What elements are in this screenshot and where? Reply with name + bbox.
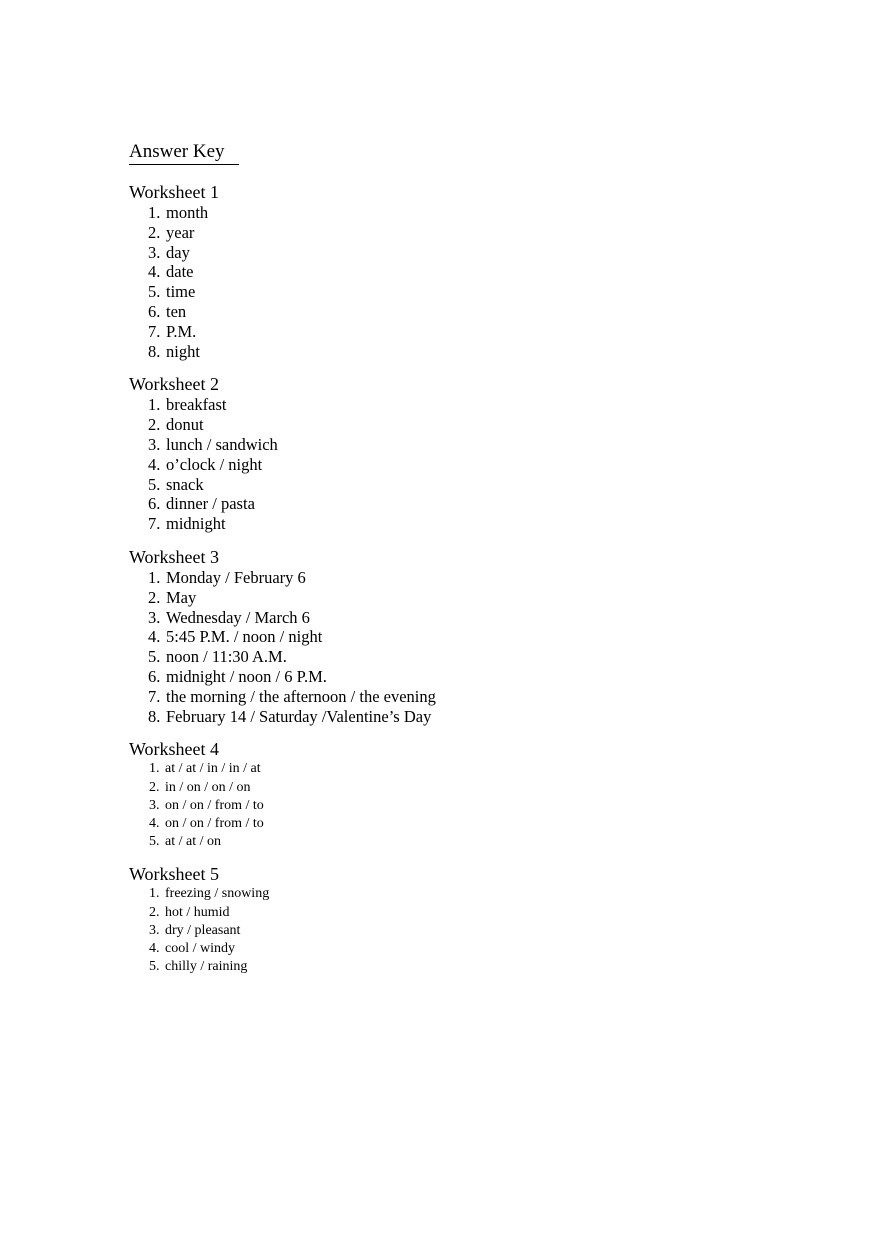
answer-number: 4. [148,627,161,647]
answer-number: 3. [149,922,160,938]
answer-text: February 14 / Saturday /Valentine’s Day [166,706,432,726]
answer-item [149,958,829,976]
answer-text: midnight / noon / 6 P.M. [166,666,327,686]
answer-text: chilly / raining [165,959,248,975]
answer-number: 3. [148,607,161,627]
answer-text: noon / 11:30 A.M. [166,647,287,667]
answer-item [148,454,829,475]
answer-item [149,779,829,797]
answer-text: snack [166,474,204,494]
answer-item [148,666,829,687]
answer-text: Wednesday / March 6 [166,607,310,627]
answer-item [148,203,829,223]
worksheet-section [129,373,829,534]
answer-item [148,607,829,628]
answer-number: 2. [148,587,161,607]
answer-number: 5. [148,474,161,494]
answer-number: 4. [148,454,161,474]
answer-item [148,494,829,514]
answer-text: o’clock / night [166,454,263,474]
worksheet-sections [129,181,829,976]
answer-item [148,627,829,647]
answer-item [149,922,829,940]
answer-text: donut [166,415,204,435]
answer-item [148,222,829,243]
answer-key-page [129,140,829,988]
answer-list [129,203,829,361]
answer-item [149,760,829,778]
answer-item [149,940,829,958]
answer-number: 5. [149,959,160,975]
answer-item [149,885,829,903]
answer-item [149,904,829,922]
answer-item [148,647,829,667]
answer-text: on / on / from / to [165,815,264,831]
answer-item [149,833,829,851]
answer-number: 1. [149,886,160,902]
answer-number: 5. [148,282,161,302]
answer-text: at / at / in / in / at [165,761,261,777]
worksheet-heading: Worksheet 4 [129,739,220,760]
answer-item [148,514,829,534]
answer-number: 1. [148,395,161,415]
answer-number: 1. [149,761,160,777]
worksheet-heading: Worksheet 3 [129,546,220,567]
answer-text: freezing / snowing [165,886,270,902]
answer-number: 5. [149,834,160,850]
answer-item [148,474,829,495]
worksheet-section [129,863,829,976]
answer-text: lunch / sandwich [166,434,278,454]
answer-item [148,567,829,588]
answer-number: 8. [148,706,161,726]
answer-number: 6. [148,301,161,321]
worksheet-section [129,738,829,851]
answer-item [148,706,829,727]
answer-item [148,395,829,415]
answer-item [149,797,829,815]
answer-item [148,686,829,707]
answer-text: dinner / pasta [166,494,255,514]
answer-list [129,395,829,534]
answer-text: P.M. [166,321,197,341]
answer-text: 5:45 P.M. / noon / night [166,627,323,647]
answer-item [148,321,829,342]
answer-text: month [166,203,209,222]
answer-list [129,568,829,726]
answer-text: ten [166,301,187,321]
answer-number: 4. [149,815,160,831]
answer-item [148,434,829,455]
answer-number: 3. [148,434,161,454]
answer-text: midnight [166,514,226,534]
answer-number: 6. [148,494,161,514]
answer-text: the morning / the afternoon / the evening [166,686,436,706]
answer-text: breakfast [166,395,227,415]
answer-number: 5. [148,647,161,667]
answer-number: 2. [149,779,160,795]
answer-item [148,301,829,322]
answer-text: day [166,242,190,262]
answer-item [148,262,829,282]
answer-item [148,415,829,435]
worksheet-heading: Worksheet 1 [129,182,220,202]
answer-text: date [166,262,194,282]
answer-item [148,341,829,362]
worksheet-section [129,546,829,726]
answer-text: year [166,222,195,242]
answer-number: 7. [148,686,161,706]
answer-text: May [166,587,197,607]
worksheet-heading: Worksheet 5 [129,864,220,885]
answer-text: at / at / on [165,834,221,850]
answer-number: 2. [148,222,161,242]
answer-number: 8. [148,341,161,361]
answer-number: 6. [148,666,161,686]
answer-number: 3. [148,242,161,262]
answer-text: cool / windy [165,940,235,956]
answer-number: 1. [148,203,161,222]
answer-text: on / on / from / to [165,797,264,813]
answer-text: night [166,341,200,361]
worksheet-heading: Worksheet 2 [129,374,220,395]
answer-text: Monday / February 6 [166,567,306,587]
answer-item [148,587,829,608]
answer-number: 4. [149,940,160,956]
answer-item [149,815,829,833]
answer-number: 7. [148,514,161,534]
page-title: Answer Key [129,140,239,165]
answer-number: 7. [148,321,161,341]
answer-list [129,760,829,851]
answer-number: 2. [148,415,161,435]
worksheet-section [129,181,829,361]
answer-number: 1. [148,567,161,587]
answer-number: 3. [149,797,160,813]
answer-list [129,885,829,976]
answer-number: 2. [149,904,160,920]
answer-text: hot / humid [165,904,230,920]
answer-number: 4. [148,262,161,282]
answer-item [148,282,829,302]
answer-item [148,242,829,263]
answer-text: dry / pleasant [165,922,241,938]
answer-text: in / on / on / on [165,779,251,795]
answer-text: time [166,282,196,302]
